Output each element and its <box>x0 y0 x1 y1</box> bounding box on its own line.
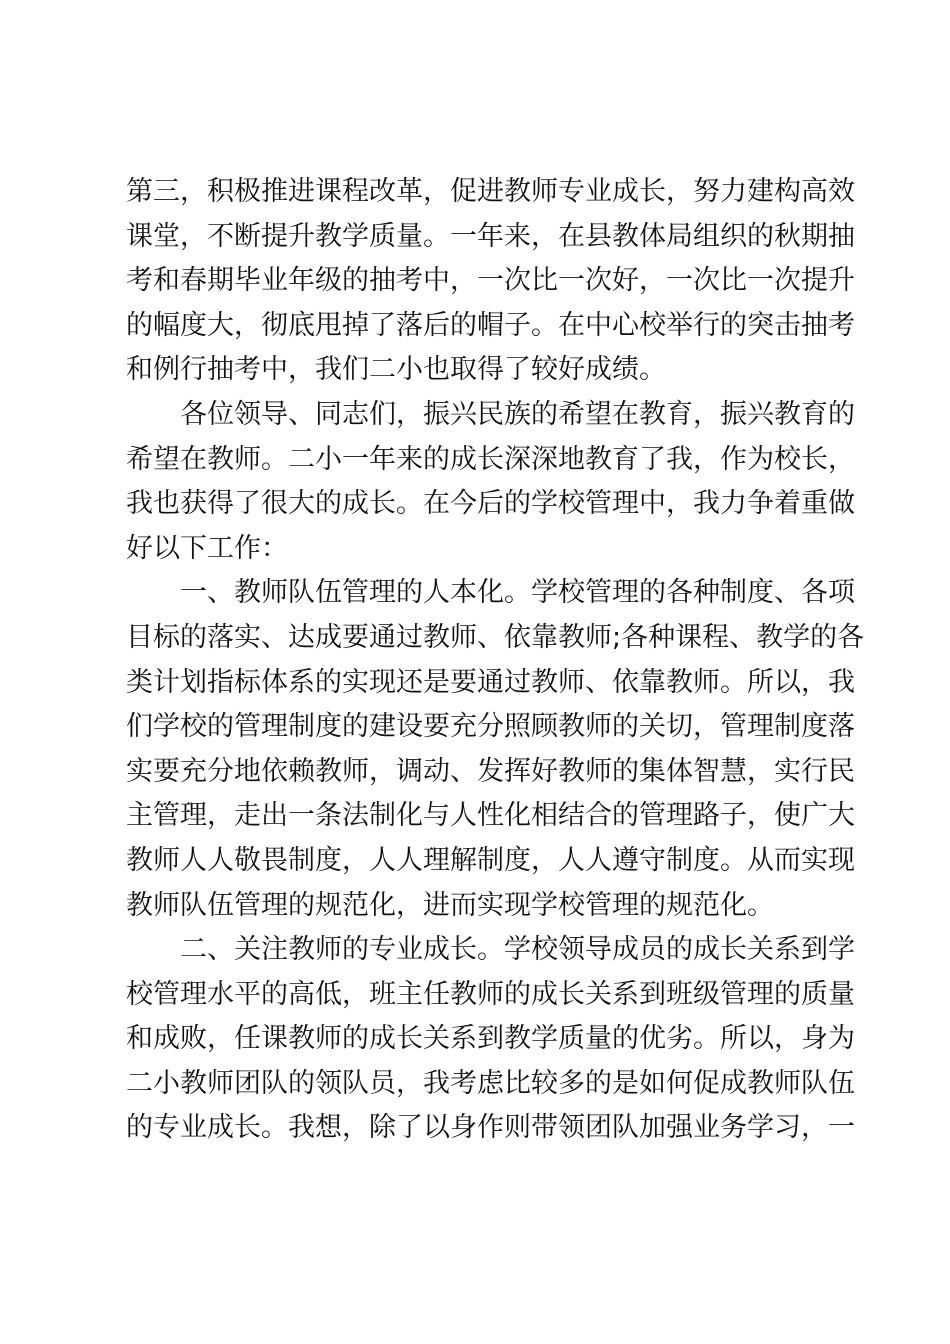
text-line: 考和春期毕业年级的抽考中，一次比一次好，一次比一次提升 <box>126 265 855 297</box>
paragraph-2 <box>126 393 855 571</box>
text-line: 好以下工作： <box>126 532 288 564</box>
text-line: 目标的落实、达成要通过教师、依靠教师;各种课程、教学的各 <box>126 621 865 653</box>
text-line: 主管理，走出一条法制化与人性化相结合的管理路子，使广大 <box>126 800 855 832</box>
text-line: 希望在教师。二小一年来的成长深深地教育了我，作为校长， <box>126 443 855 475</box>
text-line: 的幅度大，彻底甩掉了落后的帽子。在中心校举行的突击抽考 <box>126 309 855 341</box>
text-line: 二、关注教师的专业成长。学校领导成员的成长关系到学 <box>180 934 855 966</box>
text-line: 我也获得了很大的成长。在今后的学校管理中，我力争着重做 <box>126 488 855 520</box>
text-line: 和成败，任课教师的成长关系到教学质量的优劣。所以，身为 <box>126 1023 855 1055</box>
paragraph-1 <box>126 170 855 393</box>
text-line: 教师人人敬畏制度，人人理解制度，人人遵守制度。从而实现 <box>126 844 855 876</box>
paragraph-4 <box>126 928 855 1151</box>
text-line: 课堂，不断提升教学质量。一年来，在县教体局组织的秋期抽 <box>126 220 855 252</box>
text-line: 实要充分地依赖教师，调动、发挥好教师的集体智慧，实行民 <box>126 755 855 787</box>
document-body <box>126 170 865 1151</box>
text-line: 教师队伍管理的规范化，进而实现学校管理的规范化。 <box>126 889 774 921</box>
text-line: 校管理水平的高低，班主任教师的成长关系到班级管理的质量 <box>126 978 855 1010</box>
text-line: 们学校的管理制度的建设要充分照顾教师的关切，管理制度落 <box>126 711 855 743</box>
text-line: 二小教师团队的领队员，我考虑比较多的是如何促成教师队伍 <box>126 1067 855 1099</box>
text-line: 第三，积极推进课程改革，促进教师专业成长，努力建构高效 <box>126 176 855 207</box>
text-line: 一、教师队伍管理的人本化。学校管理的各种制度、各项 <box>180 577 855 609</box>
text-line: 和例行抽考中，我们二小也取得了较好成绩。 <box>126 354 666 386</box>
paragraph-3 <box>126 571 865 928</box>
text-line: 的专业成长。我想，除了以身作则带领团队加强业务学习，一 <box>126 1112 855 1144</box>
text-line: 类计划指标体系的实现还是要通过教师、依靠教师。所以，我 <box>126 666 855 698</box>
text-line: 各位领导、同志们，振兴民族的希望在教育，振兴教育的 <box>180 398 855 430</box>
